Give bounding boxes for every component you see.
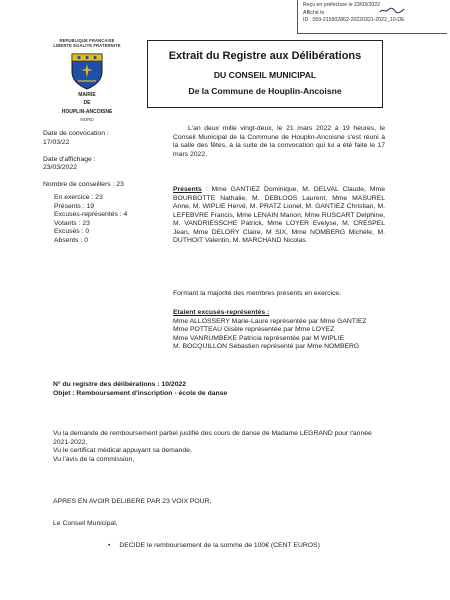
- meeting-intro-paragraph: L'an deux mille vingt-deux, le 21 mars 2022 à 19 heures, le Conseil Municipal de la Commune de Houplin-Ancoisne s'est réuni à la salle des fêtes, à la suite de la convocation qui lui a été faite le 17 mars 2022.: [173, 125, 385, 158]
- logo-de: DE: [83, 100, 91, 107]
- council-line: Le Conseil Municipal,: [53, 520, 118, 527]
- prefecture-stamp: [297, 0, 447, 34]
- excuses-section: [173, 309, 385, 352]
- council-size: Nombre de conseillers : 23: [43, 181, 124, 189]
- logo-motto-line: LIBERTE EGALITE FRATERNITE: [53, 43, 121, 49]
- count-presents: Présents : 19: [54, 202, 95, 210]
- logo-department: NORD: [80, 116, 94, 122]
- presents-list: : Mme GANTIEZ Dominique, M. DELVAL Claude, Mme BOURBOTTE Nathalie, M. DEBLOOS Laurent, Mme MASUREL Anne, M. WIPLIE Hervé, M. PRATZ Lionel, M. GANTIEZ Christian, M. LEFEBVRE Francis, Mme LENAIN Manon, Mme RUSCART Delphine, M. VANDRIESSCHE Patrick, Mme LOYER Evelyse, M. CRESPEL Jean, Mme DELORY Claire, M SIX, Mme NOMBERG Michèle, M. DUTHOIT Valentin, M. MARCHAND Nicolas.: [173, 186, 385, 245]
- document-subtitle: DU CONSEIL MUNICIPAL: [213, 70, 317, 80]
- count-absents: Absents : 0: [54, 236, 89, 244]
- vote-statement: APRES EN AVOIR DELIBERE PAR 23 VOIX POUR,: [53, 498, 212, 505]
- attendance-counts: [43, 194, 143, 245]
- stamp-id-line: ID : 059-215902862-20220321-2022_10-DE: [303, 17, 405, 24]
- decision-bullet: •: [108, 542, 111, 549]
- document-title: Extrait du Registre aux Délibérations: [168, 50, 362, 62]
- excuse-item: Mme POTTEAU Gisèle représentée par Mme LOYEZ: [173, 326, 335, 334]
- affichage-date: 23/03/2022: [43, 164, 78, 172]
- excuse-item: Mme VANRUMBEKE Patricia représentée par M WIPLIE: [173, 334, 344, 342]
- registre-block: [53, 381, 227, 398]
- consideration-item: Vu le certificat médical appuyant sa demande,: [53, 447, 192, 455]
- count-en-exercice: En exercice : 23: [54, 194, 103, 202]
- considerations-block: [53, 430, 378, 465]
- excuse-item: M. BOCQUILLON Sébastien représenté par Mme NOMBERG: [173, 343, 360, 351]
- count-votants: Votants : 23: [54, 219, 90, 227]
- registre-number: N° du registre des délibérations : 10/2022: [53, 381, 187, 388]
- count-excuses-representes: Excusés-représentés : 4: [54, 211, 128, 219]
- decision-line: [108, 542, 408, 551]
- stamp-posted-line: Affiché le: [303, 9, 325, 16]
- presents-paragraph: [173, 186, 385, 246]
- coat-of-arms-icon: [70, 52, 104, 90]
- stamp-received-line: Reçu en préfecture le 23/03/2022: [303, 2, 381, 8]
- logo-republic-line: REPUBLIQUE FRANCAISE: [59, 38, 115, 43]
- logo-mairie: MAIRIE: [78, 91, 96, 98]
- consideration-item: Vu l'avis de la commission,: [53, 456, 135, 464]
- document-header: [147, 40, 383, 108]
- presents-label: Présents: [173, 186, 202, 193]
- meeting-info-column: [43, 130, 143, 246]
- excuses-label: Etaient excusés-représentés :: [173, 309, 270, 316]
- convocation-label: Date de convocation :: [43, 130, 109, 137]
- deliberation-object: Objet : Remboursement d'inscription - école de danse: [53, 389, 228, 397]
- commune-logo: [47, 38, 127, 122]
- commune-line: De la Commune de Houplin-Ancoisne: [188, 86, 342, 96]
- affichage-label: Date d'affichage :: [43, 155, 96, 163]
- count-excuses: Excusés : 0: [54, 228, 90, 236]
- logo-commune-name: HOUPLIN-ANCOISNE: [61, 109, 113, 115]
- signature-scribble: [379, 7, 405, 14]
- excuse-item: Mme ALLOSSERY Marie-Laure représentée par Mme GANTIEZ: [173, 317, 367, 325]
- convocation-date: 17/03/22: [43, 138, 70, 146]
- decision-text: DECIDE le remboursement de la somme de 100€ (CENT EUROS): [119, 542, 320, 549]
- consideration-item: Vu la demande de remboursement partiel justifié des cours de danse de Madame LEGRAND pour l'année 2021-2022,: [53, 430, 372, 446]
- quorum-statement: Formant la majorité des membres présents en exercice.: [173, 290, 342, 297]
